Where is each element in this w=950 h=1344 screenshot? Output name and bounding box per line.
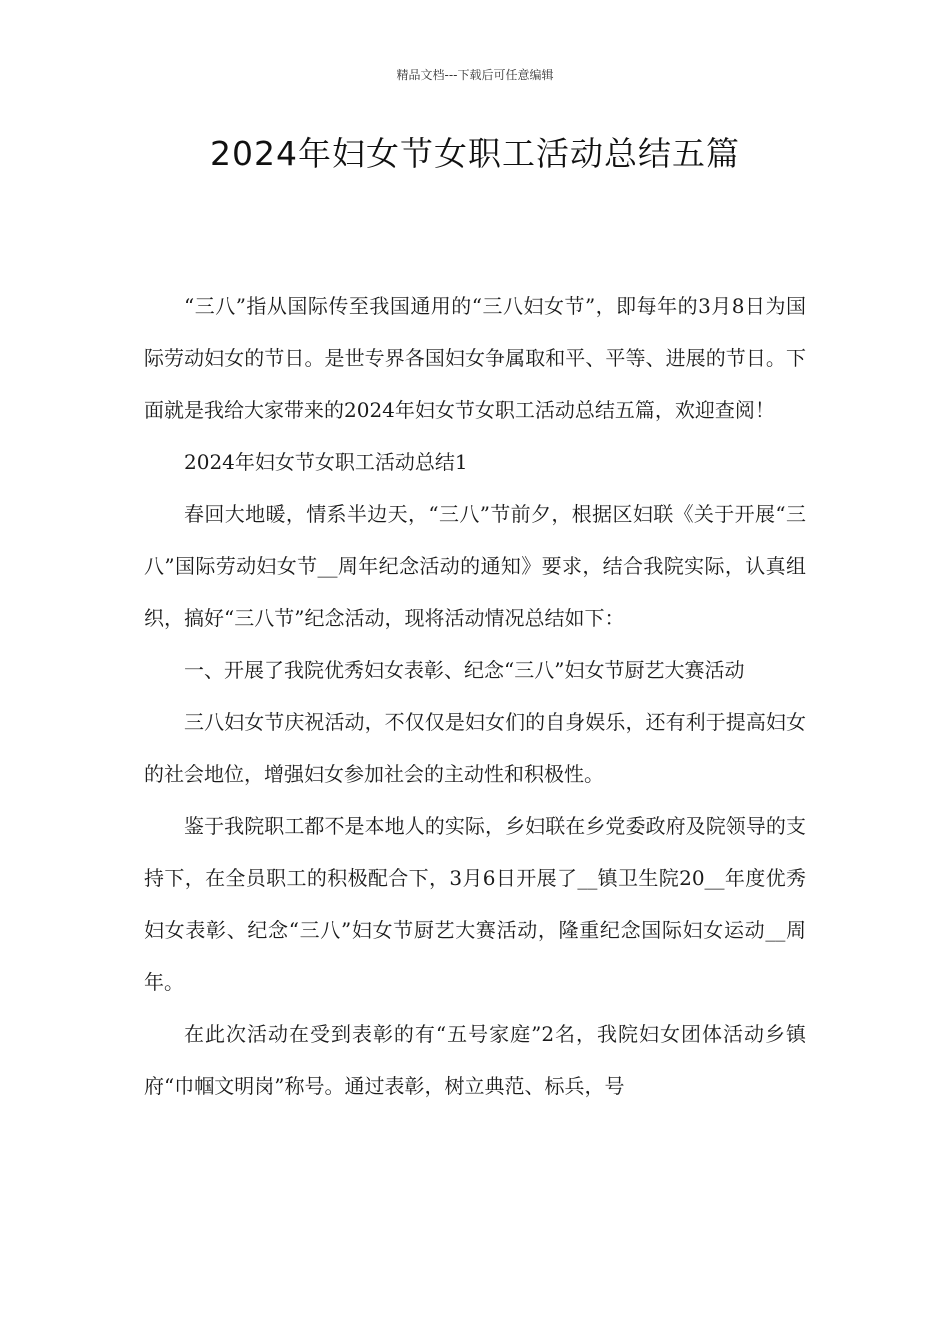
- document-title: 2024年妇女节女职工活动总结五篇: [210, 134, 740, 173]
- paragraph: 三八妇女节庆祝活动，不仅仅是妇女们的自身娱乐，还有利于提高妇女的社会地位，增强妇女参加社会的主动性和积极性。: [144, 710, 806, 786]
- header-note: 精品文档---下载后可任意编辑: [396, 68, 554, 82]
- document-body: [144, 280, 806, 1112]
- section-heading: 2024年妇女节女职工活动总结1: [184, 450, 468, 474]
- paragraph: 鉴于我院职工都不是本地人的实际，乡妇联在乡党委政府及院领导的支持下，在全员职工的积极配合下，3月6日开展了__镇卫生院20__年度优秀妇女表彰、纪念“三八”妇女节厨艺大赛活动，隆重纪念国际妇女运动__周年。: [144, 814, 806, 994]
- paragraph-intro: “三八”指从国际传至我国通用的“三八妇女节”，即每年的3月8日为国际劳动妇女的节日。是世专界各国妇女争属取和平、平等、进展的节日。下面就是我给大家带来的2024年妇女节女职工活动总结五篇，欢迎查阅！: [144, 294, 806, 422]
- subsection-heading: 一、开展了我院优秀妇女表彰、纪念“三八”妇女节厨艺大赛活动: [184, 658, 745, 682]
- paragraph: 春回大地暖，情系半边天，“三八”节前夕，根据区妇联《关于开展“三八”国际劳动妇女节__周年纪念活动的通知》要求，结合我院实际，认真组织，搞好“三八节”纪念活动，现将活动情况总结如下：: [144, 502, 806, 630]
- paragraph: 在此次活动在受到表彰的有“五号家庭”2名，我院妇女团体活动乡镇府“巾帼文明岗”称号。通过表彰，树立典范、标兵，号: [144, 1022, 806, 1098]
